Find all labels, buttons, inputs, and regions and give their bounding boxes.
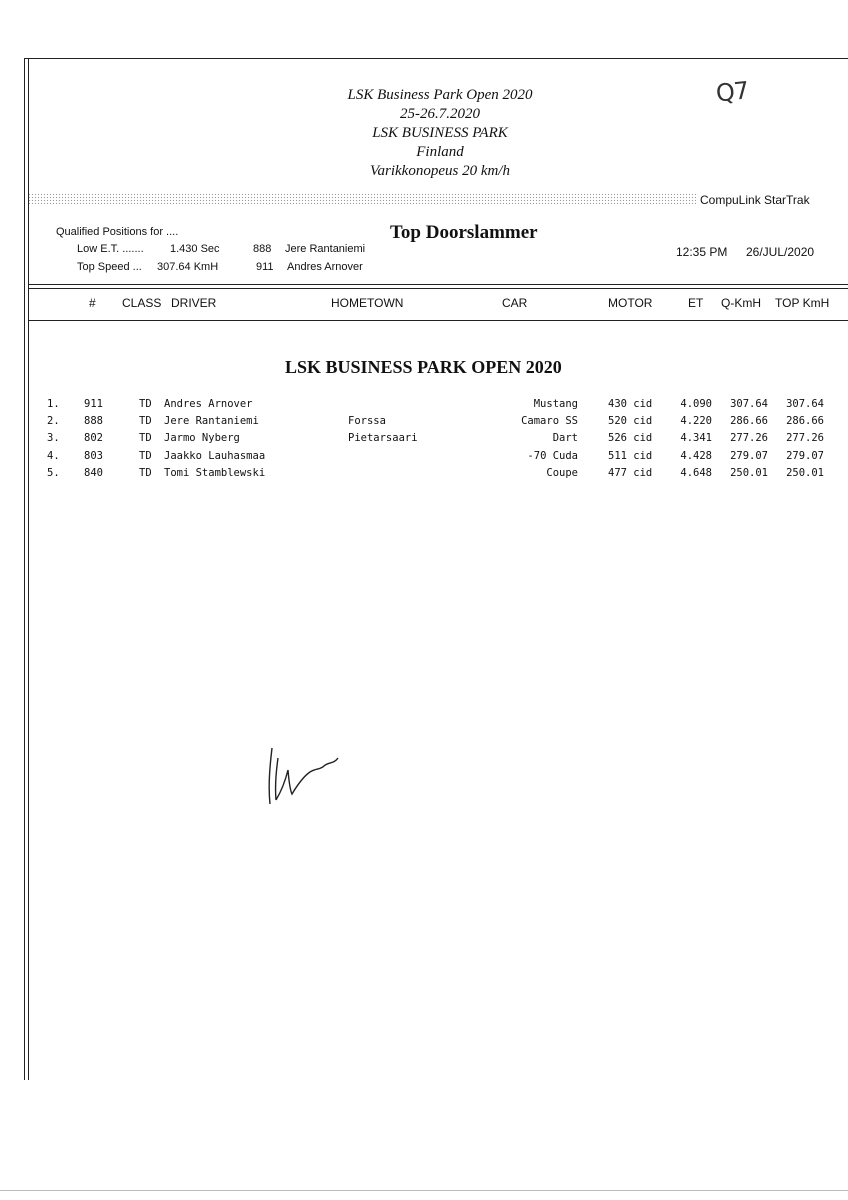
table-row — [0, 432, 848, 449]
column-header-et: ET — [688, 296, 704, 310]
system-name: CompuLink StarTrak — [700, 193, 810, 207]
row-top-kmh: 279.07 — [786, 450, 824, 462]
event-pit-speed: Varikkonopeus 20 km/h — [370, 163, 510, 179]
column-header-driver: DRIVER — [171, 296, 217, 310]
row-car: Camaro SS — [521, 415, 578, 427]
row-driver: Tomi Stamblewski — [164, 467, 266, 479]
column-header-number: # — [89, 296, 96, 310]
column-header-motor: MOTOR — [608, 296, 653, 310]
section-title: LSK BUSINESS PARK OPEN 2020 — [285, 357, 562, 377]
row-q-kmh: 277.26 — [730, 432, 768, 444]
header-rule-bottom — [28, 320, 848, 321]
row-car-number: 840 — [84, 467, 103, 479]
handwritten-page-mark: Q7 — [714, 76, 750, 108]
row-hometown: Forssa — [348, 415, 386, 427]
column-header-car: CAR — [502, 296, 528, 310]
row-hometown: Pietarsaari — [348, 432, 418, 444]
row-car-number: 802 — [84, 432, 103, 444]
row-top-kmh: 307.64 — [786, 398, 824, 410]
row-car: Dart — [552, 432, 578, 444]
page-bottom-line — [0, 1190, 848, 1191]
table-row — [0, 415, 848, 432]
table-row — [0, 450, 848, 467]
class-title: Top Doorslammer — [390, 222, 538, 243]
row-position: 5. — [47, 467, 60, 479]
row-position: 4. — [47, 450, 60, 462]
table-row — [0, 467, 848, 484]
low-et-value: 1.430 Sec — [170, 243, 220, 255]
row-position: 3. — [47, 432, 60, 444]
top-speed-label: Top Speed ... — [77, 261, 142, 273]
event-dates: 25-26.7.2020 — [400, 106, 480, 122]
row-car: Coupe — [546, 467, 578, 479]
row-et: 4.090 — [680, 398, 712, 410]
event-venue: LSK BUSINESS PARK — [372, 125, 508, 141]
row-driver: Andres Arnover — [164, 398, 253, 410]
row-class: TD — [139, 432, 152, 444]
row-class: TD — [139, 415, 152, 427]
frame-top-line — [24, 58, 848, 59]
row-car-number: 888 — [84, 415, 103, 427]
header-rule-top — [28, 284, 848, 285]
row-et: 4.648 — [680, 467, 712, 479]
top-speed-value: 307.64 KmH — [157, 261, 219, 273]
column-header-hometown: HOMETOWN — [331, 296, 404, 310]
row-top-kmh: 250.01 — [786, 467, 824, 479]
row-position: 2. — [47, 415, 60, 427]
row-car-number: 911 — [84, 398, 103, 410]
row-class: TD — [139, 467, 152, 479]
row-car: Mustang — [533, 398, 578, 410]
column-header-q-kmh: Q-KmH — [721, 296, 761, 310]
row-motor: 477 cid — [608, 467, 653, 479]
low-et-driver: Jere Rantaniemi — [285, 243, 366, 255]
row-class: TD — [139, 398, 152, 410]
report-date: 26/JUL/2020 — [746, 245, 815, 259]
row-motor: 526 cid — [608, 432, 653, 444]
top-speed-driver: Andres Arnover — [287, 261, 363, 273]
handwritten-signature — [258, 740, 348, 815]
row-driver: Jere Rantaniemi — [164, 415, 259, 427]
row-driver: Jaakko Lauhasmaa — [164, 450, 266, 462]
low-et-label: Low E.T. ....... — [77, 243, 144, 255]
row-top-kmh: 286.66 — [786, 415, 824, 427]
event-country: Finland — [416, 144, 464, 160]
table-row — [0, 398, 848, 415]
row-q-kmh: 250.01 — [730, 467, 768, 479]
qualified-label: Qualified Positions for .... — [56, 226, 179, 238]
row-position: 1. — [47, 398, 60, 410]
row-et: 4.220 — [680, 415, 712, 427]
low-et-car-number: 888 — [253, 243, 272, 255]
row-motor: 511 cid — [608, 450, 653, 462]
row-motor: 520 cid — [608, 415, 653, 427]
row-driver: Jarmo Nyberg — [164, 432, 240, 444]
column-header-top-kmh: TOP KmH — [775, 296, 830, 310]
frame-left-line-inner — [28, 58, 29, 1080]
row-q-kmh: 286.66 — [730, 415, 768, 427]
top-speed-car-number: 911 — [256, 261, 274, 273]
row-car-number: 803 — [84, 450, 103, 462]
column-header-class: CLASS — [122, 296, 162, 310]
dotted-separator-band — [28, 193, 696, 204]
event-name: LSK Business Park Open 2020 — [347, 87, 533, 103]
row-car: -70 Cuda — [527, 450, 578, 462]
row-q-kmh: 279.07 — [730, 450, 768, 462]
row-motor: 430 cid — [608, 398, 653, 410]
report-time: 12:35 PM — [676, 245, 728, 259]
row-class: TD — [139, 450, 152, 462]
row-q-kmh: 307.64 — [730, 398, 768, 410]
frame-left-line — [24, 58, 25, 1080]
row-et: 4.428 — [680, 450, 712, 462]
row-top-kmh: 277.26 — [786, 432, 824, 444]
event-header — [230, 86, 650, 181]
header-rule-top-double — [28, 288, 848, 289]
row-et: 4.341 — [680, 432, 712, 444]
